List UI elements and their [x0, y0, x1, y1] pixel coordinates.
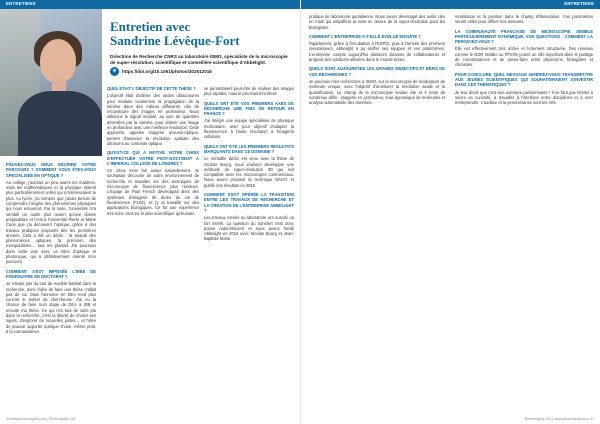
section-label: ENTRETIENS [6, 1, 36, 6]
question-heading: POUR CONCLURE, QUEL MESSAGE AIMERIEZ-VOUS TRANSMETTRE AUX JEUNES SCIENTIFIQUES QUI SOUHAITERAIENT S'INVESTIR DANS CES THÉMATIQUES ? [455, 71, 593, 88]
paragraph: Au collège, j'adorais un peu toutes les matières, mais les mathématiques et la physique étaient plus particulièrement celles qui m'intéressaient le plus. Au lycée, j'ai compris que j'avais besoin de comprendre l'origine des phénomènes physiques qui nous entourent. Par la suite, l'université m'a semblé un cadre plus ouvert qu'une classe préparatoire et c'est à l'université Pierre et Marie Curie que j'ai découvert l'optique, grâce à des travaux pratiques proposés dès les premières années. Cela a été un déclic : la beauté des phénomènes optiques, la précision des manipulations… tout me plaisait. J'ai poursuivi dans cette voie avec un DEA d'optique et photonique, qui a définitivement orienté mon parcours. [6, 179, 96, 265]
doi-link[interactable]: https://doi.org/10.1051/photon/202512016 [122, 69, 212, 74]
paragraph: Je poursuis mes recherches à ISMO, sur la microscopie de localisation de molécule unique, avec l'objectif d'améliorer la résolution axiale et la quantification. Le champ de la microscopie évolue vite et il reste de nombreux défis : imagerie en profondeur, suivi dynamique de molécules et analyse automatisée des données. [309, 78, 445, 106]
doi-icon: ⊕ [110, 67, 119, 76]
article-subtitle: Directrice de Recherche CNRS au laboratoire ISMO, spécialiste de la microscopie de super-résolution, scientifique et conseillère scientifique d'Abbelight. [110, 54, 288, 65]
question-heading: LA COMMUNAUTÉ FRANÇAISE DE MICROSCOPIE SEMBLE PARTICULIÈREMENT DYNAMIQUE. VOS QUESTIONS : COMMENT LA PERCEVEZ-VOUS ? [455, 28, 593, 45]
paragraph: Elle est effectivement très active et fortement structurée. Des réseaux comme le GDR ImaBio ou RTmfm jouent un rôle important dans le partage de connaissances et de savoir-faire entre physiciens, biologistes et chimistes. [455, 46, 593, 68]
paragraph: Ce choix s'est fait assez naturellement. Je souhaitais découvrir un autre environnement de recherche et travailler sur des techniques de microscopie de fluorescence plus résolues. L'équipe de Paul French développait alors des systèmes d'imagerie de durée de vie de fluorescence (FLIM), et j'y ai travaillé sur des applications biologiques. Ce fut une expérience très riche, tant sur le plan scientifique qu'humain. [107, 168, 199, 216]
question-heading: COMMENT L'ENTREPRISE A-T-ELLE ÉVOLUÉ ENSUITE ? [309, 33, 421, 39]
article-title-line1: Entretien avec [110, 19, 191, 34]
question-heading: COMMENT S'EST OPÉRÉE LA TRANSITION ENTRE LES TRAVAUX DE RECHERCHE ET LA CRÉATION DE L'ENTREPRISE ABBELIGHT ? [204, 192, 294, 213]
section-label-right: ENTRETIENS [564, 1, 594, 6]
paragraph: modulation et la position dans le champ d'illumination. Ces paramètres seront utiles pour affiner nos mesures. [455, 14, 593, 25]
paragraph: Rapidement, grâce à l'incubation à l'ESPCI, puis à l'arrivée des premiers investisseurs, Abbelight a pu étoffer ses équipes et ses plateformes. L'entreprise compte aujourd'hui plusieurs dizaines de collaborateurs et propose des solutions utilisées dans le monde entier. [309, 41, 445, 63]
section-header-bar-right [301, 0, 600, 9]
left-column-1 [0, 158, 102, 416]
section-header-bar [0, 0, 300, 9]
paragraph: pratique de laboratoire quotidienne. Nous avons développé des outils clés en main qui simplifient la mise en œuvre de la super-résolution pour les biologistes. [309, 14, 445, 30]
paragraph: Je n'avais pas du tout de modèle familial dans la recherche, donc l'idée de faire une thèse n'allait pas de soi. Mais l'annonce en DEA rend plus concret le métier de chercheuse. J'ai eu la chance de faire mon stage de DEA à ISB et ensuite ma thèse. Ce qui m'a tout de suite plu dans la recherche, c'est la liberté de choisir ses sujets, d'explorer de nouvelles pistes… et l'idée de pouvoir apporter quelque chose, même petit, à la connaissance. [6, 281, 96, 334]
paragraph: se permettaient peut-être de réaliser des images plus rapides, mais le prix était très élevé. [204, 86, 294, 97]
question-heading: QUELS ONT ÉTÉ LES PREMIERS RÉSULTATS MARQUANTS DANS CE DOMAINE ? [204, 143, 294, 154]
portrait-photo [0, 9, 102, 156]
question-heading: QUEL ÉTAIT L'OBJECTIF DE CETTE THÈSE ? [107, 86, 196, 91]
question-heading: QU'EST-CE QUI A MOTIVÉ VOTRE CHOIX D'EFFECTUER VOTRE POST-DOCTORAT À L'IMPERIAL COLLEGE DE LONDRES ? [107, 150, 199, 166]
right-column-1 [309, 14, 445, 108]
paragraph: Je leur dirais que c'est une aventure passionnante ! Il ne faut pas hésiter à suivre sa curiosité, à travailler à l'interface entre disciplines et à oser entreprendre. L'audace et la persévérance sont les clés. [455, 89, 593, 106]
question-heading: QUELS SONT AUJOURD'HUI LES GRANDS OBJECTIFS ET DÉFIS DE VOS RECHERCHES ? [309, 66, 445, 77]
question-heading: POUVEZ-VOUS NOUS DÉCRIRE VOTRE PARCOURS ? COMMENT VOUS ÊTES-VOUS SPÉCIALISÉE EN OPTIQUE ? [6, 162, 96, 178]
paragraph: J'ai intégré une équipe spécialisée de physique moléculaire, avec pour objectif d'adapter la fluorescence à haute résolution à l'imagerie cellulaire. [204, 118, 294, 140]
question-heading: COMMENT S'EST IMPOSÉE L'IDÉE DE POURSUIVRE EN DOCTORAT ? [6, 268, 96, 279]
page-footer-left: 34 www.photoniques.com | Photoniques 132 [6, 417, 76, 421]
right-page [300, 0, 600, 424]
right-column-2 [455, 14, 593, 108]
left-column-3 [204, 86, 294, 245]
paragraph: Les travaux menés au laboratoire ont suscité un fort intérêt. La question du transfert s'est donc posée naturellement et nous avons fondé Abbelight en 2016 avec Nicolas Bourg et Jean-Baptiste Marie. [204, 215, 294, 242]
page-footer-right: Photoniques 132 | www.photoniques.com 37 [524, 417, 594, 421]
article-header [110, 20, 292, 66]
left-column-2 [107, 86, 199, 219]
paragraph: Le véritable déclic est venu avec la thèse de Nicolas Bourg, nous voulions développer une méthode de super-résolution 3D qui soit compatible avec les microscopes commerciaux. Nous avons proposé la technique DAISY et publié nos résultats en 2015. [204, 156, 294, 188]
doi-row[interactable] [110, 67, 212, 76]
paragraph: L'objectif était d'utiliser des ondes ultrasonores pour moduler localement la propagation de la lumière dans des milieux diffusants, afin de reconstruire des images en profondeur. Nous utilisions le signal modulé, au sein de quantités détectées par la caméra, pour obtenir une image en profondeur avec une meilleure résolution. Cette approche, appelée imagerie acousto-optique, permet d'associer la résolution spatiale des ultrasons au contraste optique. [107, 93, 199, 146]
article-title-line2: Sandrine Lévêque-Fort [110, 33, 240, 48]
question-heading: QUELS ONT ÉTÉ VOS PREMIERS AXES DE RECHERCHE UNE FOIS DE RETOUR EN FRANCE ? [204, 100, 294, 117]
